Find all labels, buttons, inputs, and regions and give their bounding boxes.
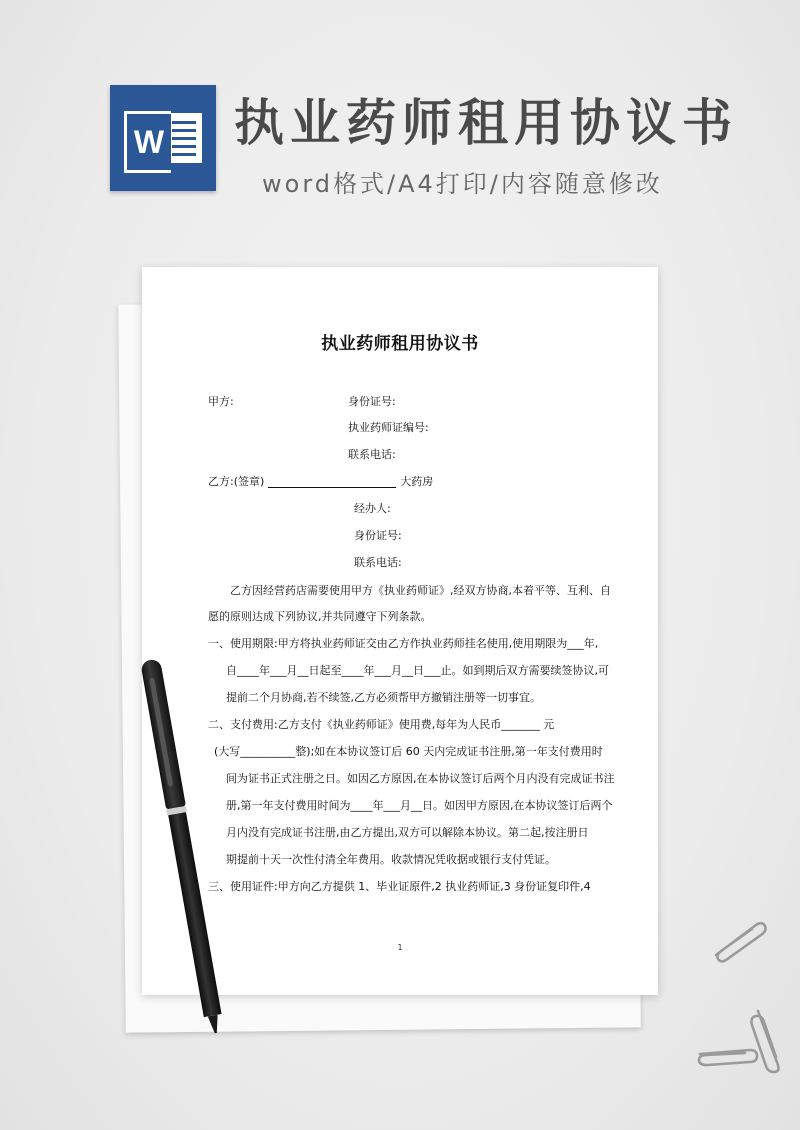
party-b-agent-label: 经办人: [354, 502, 391, 515]
party-a-id-label: 身份证号: [348, 395, 396, 408]
word-logo-letter: W [124, 111, 171, 173]
paragraph-line: (大写__________整);如在本协议签订后 60 天内完成证书注册,第一年支付费用时 [214, 745, 603, 758]
paragraph-line: 三、使用证件:甲方向乙方提供 1、毕业证原件,2 执业药师证,3 身份证复印件,4 [208, 880, 591, 893]
paragraph-line: 提前二个月协商,若不续签,乙方必须帮甲方撤销注册等一切事宜。 [226, 691, 541, 704]
party-b-label: 乙方:(签章) [208, 475, 265, 488]
party-a-phone-label: 联系电话: [348, 448, 396, 461]
party-a-license-label: 执业药师证编号: [348, 421, 429, 434]
paragraph-line: 乙方因经营药店需要使用甲方《执业药师证》,经双方协商,本着平等、互利、自 [230, 584, 611, 597]
party-b-phone-label: 联系电话: [354, 556, 402, 569]
document-page [142, 267, 658, 995]
pen-tip [208, 1015, 221, 1034]
paragraph-line: 月内没有完成证书注册,由乙方提出,双方可以解除本协议。第二起,按注册日 [226, 826, 589, 839]
paperclip-icon [695, 1040, 760, 1070]
party-b-id-label: 身份证号: [354, 529, 402, 542]
word-logo-page [166, 113, 202, 163]
paragraph-line: 期提前十天一次性付清全年费用。收款情况凭收据或银行支付凭证。 [226, 853, 556, 866]
document-title: 执业药师租用协议书 [321, 334, 479, 354]
party-b-name-field [268, 477, 396, 488]
paragraph-line: 愿的原则达成下列协议,并共同遵守下列条款。 [208, 610, 432, 623]
word-logo-icon [110, 85, 216, 191]
party-b-suffix: 大药房 [400, 475, 434, 488]
paragraph-line: 册,第一年支付费用时间为____年___月__日。如因甲方原因,在本协议签订后两个 [226, 799, 613, 812]
banner-title: 执业药师租用协议书 [234, 94, 738, 152]
paragraph-line: 二、支付费用:乙方支付《执业药师证》使用费,每年为人民币_______ 元 [208, 718, 555, 731]
party-a-label: 甲方: [208, 395, 234, 408]
paragraph-line: 自____年___月__日起至____年___月__日___止。如到期后双方需要续签协议,可 [226, 664, 609, 677]
party-b-row [208, 475, 433, 489]
paragraph-line: 间为证书正式注册之日。如因乙方原因,在本协议签订后两个月内没有完成证书注 [226, 772, 615, 785]
paperclip-icon [708, 915, 768, 965]
banner-subtitle: word格式/A4打印/内容随意修改 [262, 170, 663, 198]
header [0, 0, 800, 230]
page-number: 1 [397, 943, 403, 952]
paragraph-line: 一、使用期限:甲方将执业药师证交由乙方作执业药师挂名使用,使用期限为___年, [208, 637, 599, 650]
